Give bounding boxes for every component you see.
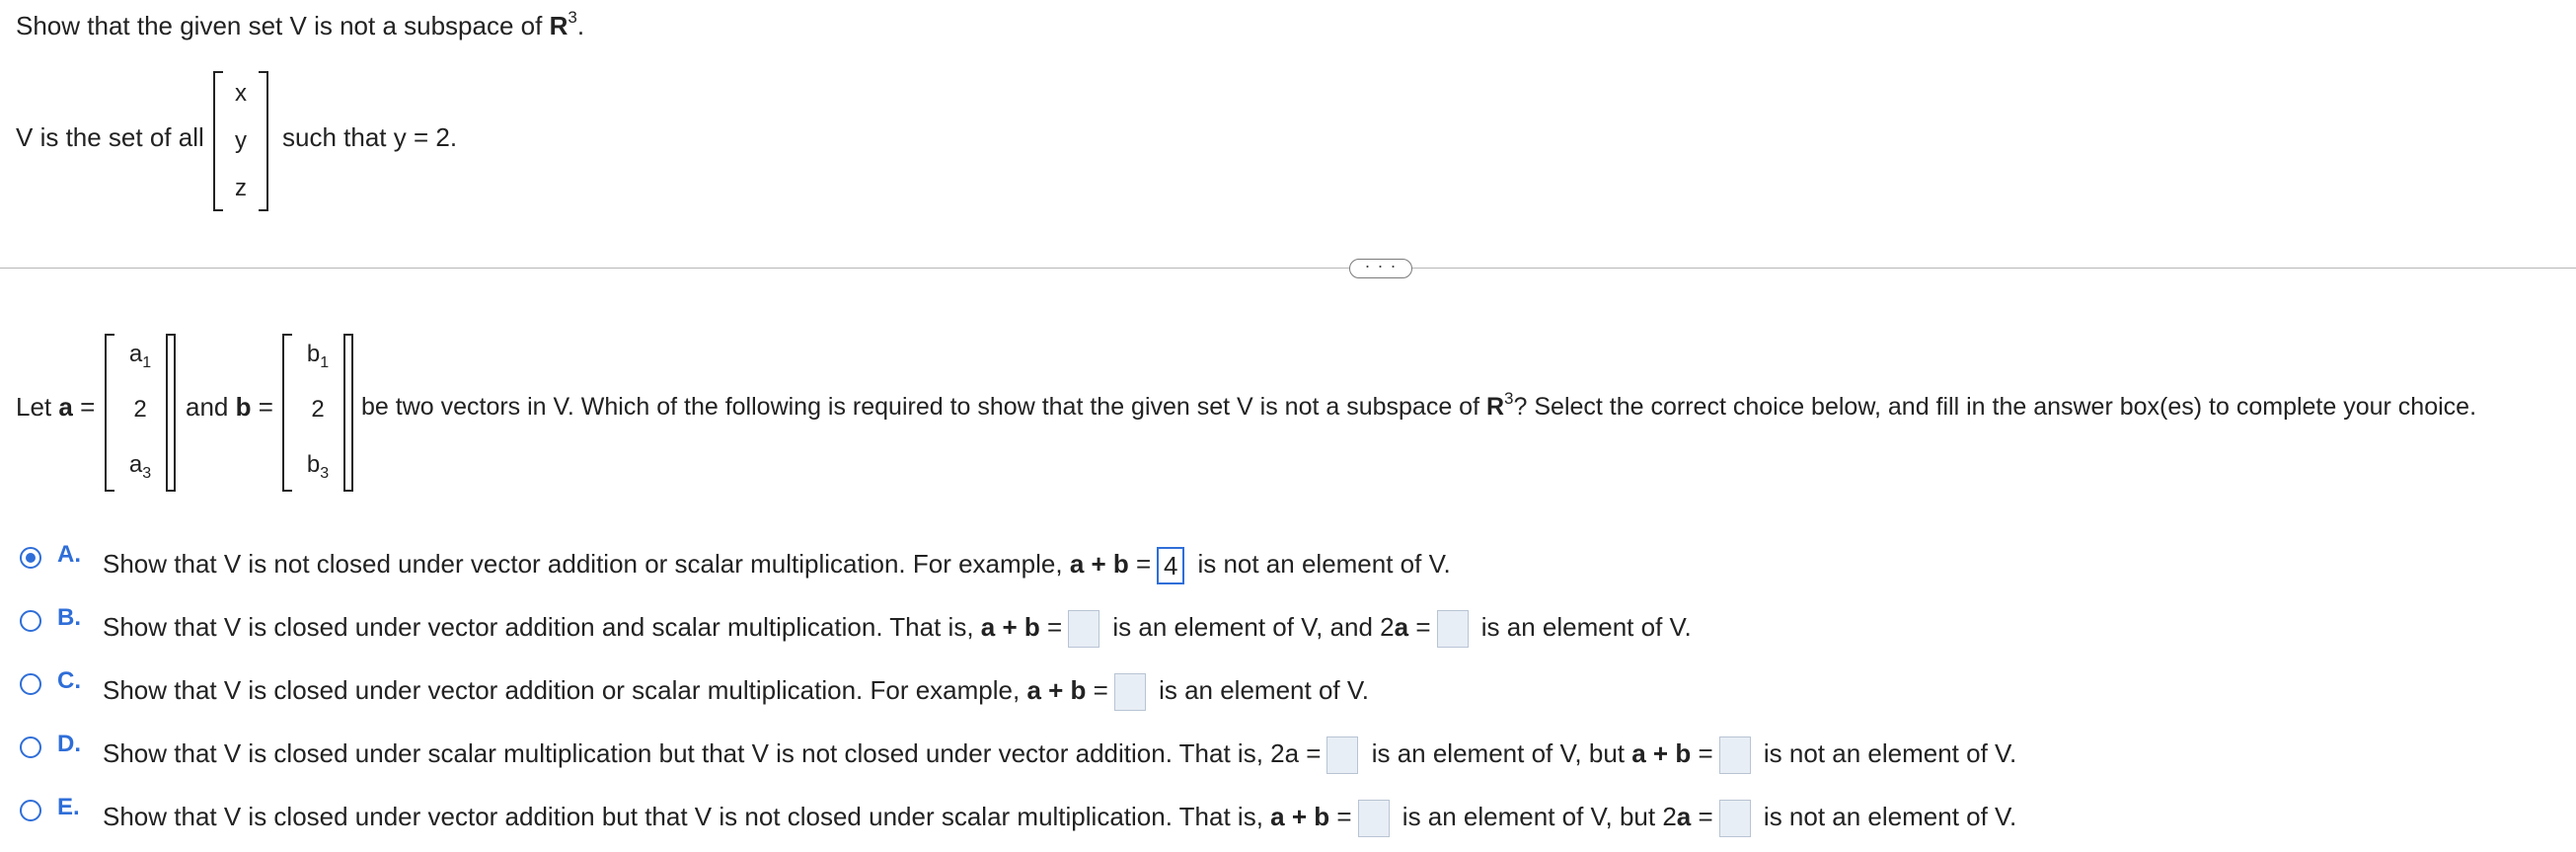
choice-c-t2: is an element of V. — [1151, 674, 1370, 705]
a-vector-entry-2: 2 — [133, 396, 147, 423]
choice-c-text — [103, 673, 1369, 711]
radio-d[interactable] — [20, 736, 41, 758]
choice-e-t2: is an element of V, but 2 — [1395, 801, 1677, 831]
a-vector-bar — [166, 334, 168, 492]
show-more-button[interactable]: · · · — [1349, 259, 1412, 278]
question-tail: be two vectors in V. Which of the following is required to show that the given set V is not a subspace of — [361, 393, 1486, 421]
choice-letter-d: D. — [57, 731, 81, 757]
answer-box-e-scalar[interactable] — [1719, 800, 1751, 837]
choice-a-eq: = — [1128, 548, 1152, 579]
choice-d-t3: is not an element of V. — [1756, 737, 2017, 768]
section-divider — [0, 268, 2576, 269]
question-tail-end: ? Select the correct choice below, and fill in the answer box(es) to complete your choice. — [1513, 393, 2477, 421]
choice-e-t3: is not an element of V. — [1756, 801, 2017, 831]
choice-d-text — [103, 736, 2016, 774]
choice-b-text — [103, 610, 1692, 648]
prompt-exponent: 3 — [568, 8, 577, 27]
answer-box-b-sum[interactable] — [1068, 610, 1099, 648]
answer-box-d-sum[interactable] — [1719, 736, 1751, 774]
let-text: Let — [16, 392, 52, 422]
b-label: b — [235, 392, 252, 422]
choice-a-text — [103, 547, 1451, 584]
definition-lead: V is the set of all — [16, 122, 204, 152]
let-a-label — [16, 392, 95, 422]
choice-d-t2: is an element of V, but — [1364, 737, 1632, 768]
radio-e[interactable] — [20, 800, 41, 821]
choice-letter-a: A. — [57, 541, 81, 568]
choice-c[interactable] — [0, 665, 2576, 709]
choice-c-v1: a + b — [1026, 674, 1087, 705]
b-vector-bar — [343, 334, 345, 492]
a-label: a — [58, 392, 73, 422]
a-vector-entry-1: $a_1$ — [128, 341, 152, 371]
choice-a-t2: is not an element of V. — [1190, 548, 1451, 579]
choice-b-v2: a — [1394, 611, 1409, 642]
question-exponent: 3 — [1504, 389, 1514, 408]
b-vector-entry-1: $b_1$ — [306, 341, 330, 371]
choice-b-t2: is an element of V, and 2 — [1105, 611, 1395, 642]
choice-a-t1: Show that V is not closed under vector addition or scalar multiplication. For example, — [103, 548, 1070, 579]
choice-e-text — [103, 800, 2016, 837]
answer-box-b-scalar[interactable] — [1437, 610, 1469, 648]
answer-box-c-sum[interactable] — [1114, 673, 1146, 711]
and-text: and — [186, 392, 229, 422]
a-equals: = — [80, 392, 96, 422]
vector-y: y — [235, 127, 247, 154]
choice-c-eq: = — [1086, 674, 1108, 705]
prompt-text: Show that the given set V is not a subspace of — [16, 11, 550, 40]
choice-e-v1: a + b — [1270, 801, 1330, 831]
vector-x: x — [235, 80, 247, 107]
choice-b[interactable] — [0, 602, 2576, 646]
choice-letter-b: B. — [57, 604, 81, 631]
problem-prompt — [16, 6, 584, 45]
and-b-label — [186, 392, 273, 422]
b-equals: = — [258, 392, 273, 422]
prompt-period: . — [576, 11, 585, 40]
question-text — [361, 389, 2477, 422]
answer-box-a-sum[interactable]: 4 — [1157, 547, 1184, 584]
radio-b[interactable] — [20, 610, 41, 632]
answer-box-d-scalar[interactable] — [1326, 736, 1358, 774]
question-r: R — [1485, 393, 1505, 421]
prompt-r: R — [549, 11, 568, 40]
choice-b-eq1: = — [1039, 611, 1063, 642]
choice-b-eq2: = — [1408, 611, 1431, 642]
choice-e[interactable] — [0, 792, 2576, 835]
xyz-vector — [213, 71, 268, 211]
b-vector-entry-3: $b_3$ — [306, 451, 330, 482]
choice-e-eq2: = — [1691, 801, 1713, 831]
choice-a[interactable] — [0, 539, 2576, 582]
choice-b-t1: Show that V is closed under vector addition and scalar multiplication. That is, — [103, 611, 981, 642]
choice-d[interactable] — [0, 729, 2576, 772]
radio-a[interactable] — [20, 547, 41, 569]
choice-b-v1: a + b — [980, 611, 1040, 642]
choice-d-v2: a + b — [1631, 737, 1692, 768]
choice-a-v1: a + b — [1069, 548, 1129, 579]
choice-e-v2: a — [1676, 801, 1692, 831]
choice-d-t1: Show that V is closed under scalar multiplication but that V is not closed under vector addition. That is, 2a = — [103, 737, 1322, 768]
a-vector-entry-3: $a_3$ — [128, 451, 152, 482]
choice-e-t1: Show that V is closed under vector addition but that V is not closed under scalar multiplication. That is, — [103, 801, 1271, 831]
choice-d-eq: = — [1691, 737, 1713, 768]
radio-c[interactable] — [20, 673, 41, 695]
choice-b-t3: is an element of V. — [1474, 611, 1692, 642]
definition-condition: such that y = 2. — [282, 122, 458, 152]
choice-letter-c: C. — [57, 667, 81, 694]
choice-e-eq1: = — [1329, 801, 1352, 831]
choice-letter-e: E. — [57, 794, 80, 820]
choice-c-t1: Show that V is closed under vector addition or scalar multiplication. For example, — [103, 674, 1027, 705]
b-vector-entry-2: 2 — [311, 396, 325, 423]
vector-z: z — [235, 175, 247, 201]
answer-box-e-sum[interactable] — [1358, 800, 1390, 837]
